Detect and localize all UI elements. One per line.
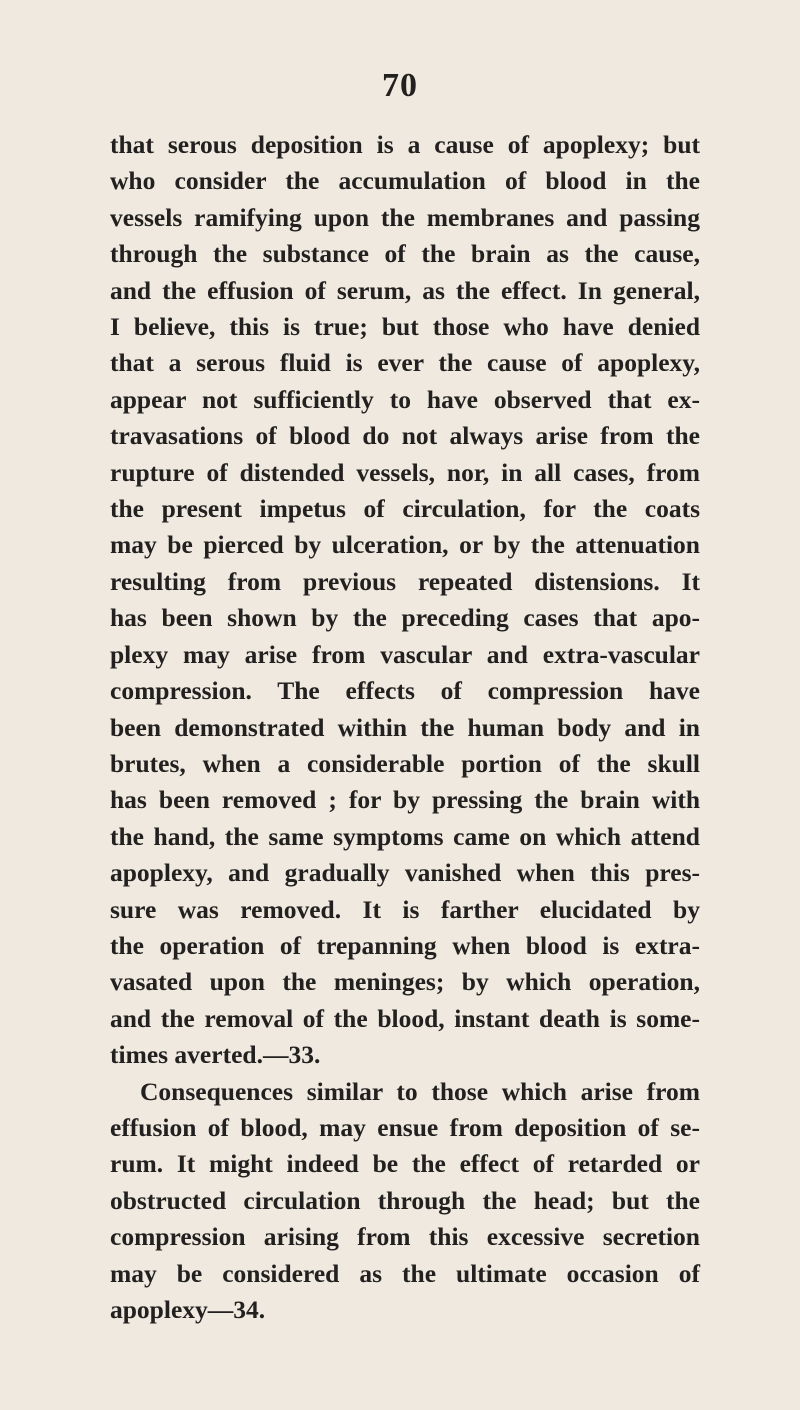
text-line: Consequences similar to those which arise from bbox=[140, 1076, 700, 1106]
text-line: and the effusion of serum, as the effect. In general, bbox=[110, 275, 700, 305]
text-line: vasated upon the meninges; by which operation, bbox=[110, 967, 700, 997]
text-line: effusion of blood, may ensue from deposition of se- bbox=[110, 1112, 700, 1142]
text-line: travasations of blood do not always arise from the bbox=[110, 421, 700, 451]
text-line: that serous deposition is a cause of apoplexy; but bbox=[110, 130, 700, 159]
text-line: obstructed circulation through the head; but the bbox=[110, 1185, 700, 1215]
text-line: has been shown by the preceding cases that apo- bbox=[110, 603, 700, 633]
text-line: rum. It might indeed be the effect of retarded or bbox=[110, 1149, 700, 1179]
text-line: through the substance of the brain as the cause, bbox=[110, 239, 700, 269]
text-line: vessels ramifying upon the membranes and passing bbox=[110, 202, 700, 232]
text-line: brutes, when a considerable portion of the skull bbox=[110, 748, 700, 778]
text-line: sure was removed. It is farther elucidated by bbox=[110, 894, 700, 924]
text-line: compression arising from this excessive secretion bbox=[110, 1222, 700, 1252]
text-line: who consider the accumulation of blood in the bbox=[110, 166, 700, 196]
text-line: that a serous fluid is ever the cause of apoplexy, bbox=[110, 348, 700, 378]
text-line: rupture of distended vessels, nor, in all cases, from bbox=[110, 457, 700, 487]
text-line: apoplexy—34. bbox=[110, 1295, 266, 1324]
text-line: I believe, this is true; but those who have denied bbox=[110, 312, 700, 342]
text-line: appear not sufficiently to have observed that ex- bbox=[110, 384, 700, 414]
page-number: 70 bbox=[382, 67, 418, 104]
text-line: compression. The effects of compression have bbox=[110, 676, 700, 706]
text-line: the present impetus of circulation, for the coats bbox=[110, 494, 700, 524]
text-line: the hand, the same symptoms came on which attend bbox=[110, 821, 700, 851]
text-line: plexy may arise from vascular and extra-vascular bbox=[110, 639, 700, 669]
text-line: resulting from previous repeated distensions. It bbox=[110, 566, 700, 596]
text-line: apoplexy, and gradually vanished when this pres- bbox=[110, 858, 700, 888]
text-line: may be pierced by ulceration, or by the attenuation bbox=[110, 530, 700, 560]
text-line: the operation of trepanning when blood is extra- bbox=[110, 930, 700, 960]
body-text bbox=[110, 127, 700, 1328]
text-line: times averted.—33. bbox=[110, 1040, 321, 1070]
text-line: may be considered as the ultimate occasion of bbox=[110, 1258, 700, 1288]
text-line: been demonstrated within the human body and in bbox=[110, 712, 700, 742]
text-line: has been removed ; for by pressing the brain with bbox=[110, 785, 700, 815]
text-line: and the removal of the blood, instant death is some- bbox=[110, 1003, 700, 1033]
